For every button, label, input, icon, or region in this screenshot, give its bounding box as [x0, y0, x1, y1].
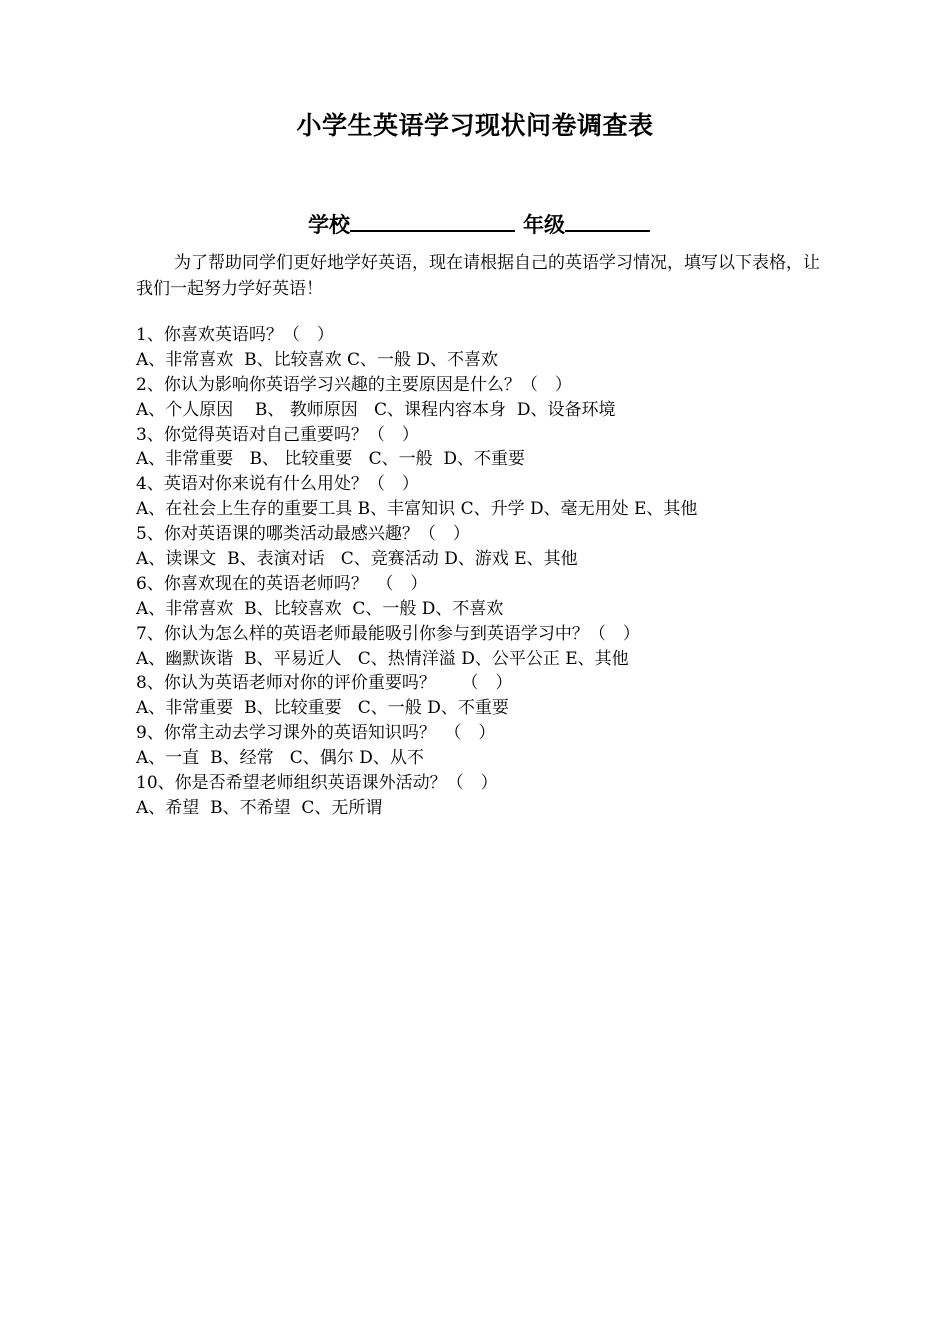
- school-blank: [350, 210, 515, 232]
- question-9: 9、你常主动去学习课外的英语知识吗？ （ ）: [136, 723, 496, 744]
- question-4-options: A、在社会上生存的重要工具 B、丰富知识 C、升学 D、毫无用处 E、其他: [136, 499, 698, 520]
- question-5-options: A、读课文 B、表演对话 C、竞赛活动 D、游戏 E、其他: [136, 549, 578, 570]
- question-list: [136, 323, 836, 821]
- question-1: 1、你喜欢英语吗？（ ）: [136, 325, 334, 345]
- question-6: 6、你喜欢现在的英语老师吗？ （ ）: [136, 573, 428, 594]
- intro-paragraph: 为了帮助同学们更好地学好英语，现在请根据自己的英语学习情况，填写以下表格，让我们一起努力学好英语！: [136, 253, 820, 299]
- question-5: 5、你对英语课的哪类活动最感兴趣？（ ）: [136, 524, 470, 545]
- question-3-options: A、非常重要 B、 比较重要 C、一般 D、不重要: [136, 449, 526, 470]
- grade-blank: [565, 210, 650, 232]
- question-6-options: A、非常喜欢 B、比较喜欢 C、一般 D、不喜欢: [136, 598, 504, 619]
- question-7: 7、你认为怎么样的英语老师最能吸引你参与到英语学习中？（ ）: [136, 623, 640, 644]
- question-9-options: A、一直 B、经常 C、偶尔 D、从不: [136, 748, 424, 769]
- question-1-options: A、非常喜欢 B、比较喜欢 C、一般 D、不喜欢: [136, 349, 499, 370]
- question-7-options: A、幽默诙谐 B、平易近人 C、热情洋溢 D、公平公正 E、其他: [136, 648, 629, 669]
- question-4: 4、英语对你来说有什么用处？（ ）: [136, 474, 419, 495]
- grade-label: 年级: [523, 213, 565, 237]
- question-3: 3、你觉得英语对自己重要吗？（ ）: [136, 424, 419, 445]
- page-title: 小学生英语学习现状问卷调查表: [296, 111, 654, 140]
- question-2: 2、你认为影响你英语学习兴趣的主要原因是什么？（ ）: [136, 374, 572, 395]
- question-10: 10、你是否希望老师组织英语课外活动？（ ）: [136, 773, 498, 794]
- question-2-options: A、个人原因 B、 教师原因 C、课程内容本身 D、设备环境: [136, 399, 616, 420]
- school-label: 学校: [308, 213, 350, 237]
- school-grade-line: [0, 210, 950, 240]
- question-8: 8、你认为英语老师对你的评价重要吗？ （ ）: [136, 673, 513, 694]
- question-10-options: A、希望 B、不希望 C、无所谓: [136, 797, 383, 818]
- question-8-options: A、非常重要 B、比较重要 C、一般 D、不重要: [136, 698, 509, 719]
